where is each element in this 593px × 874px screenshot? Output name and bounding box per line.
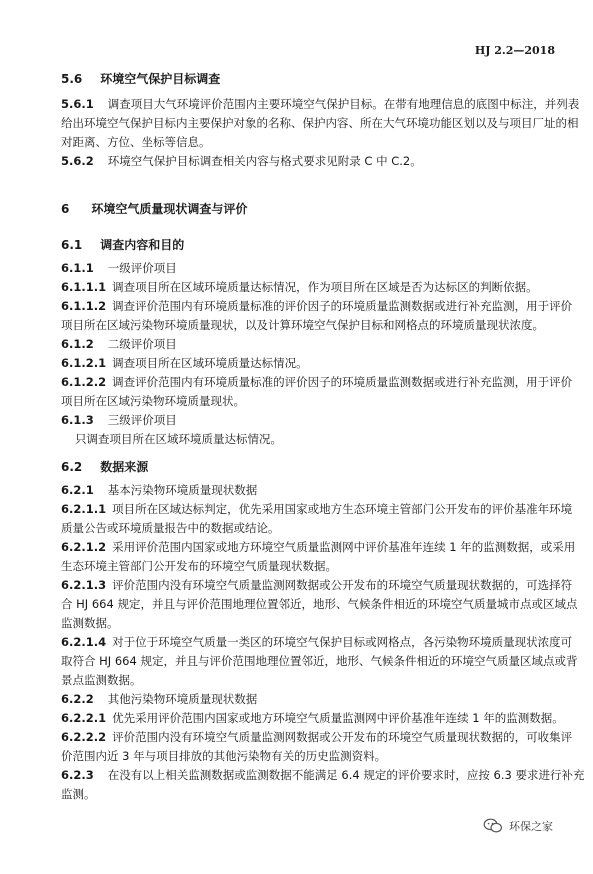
standard-code: HJ 2.2—2018 (474, 44, 555, 57)
clause-6-2-1-4: 6.2.1.4 对于位于环境空气质量一类区的环境空气保护目标或网格点，各污染物环境质量现状浓度可 (61, 635, 573, 649)
clause-6-2-2: 6.2.2 其他污染物环境质量现状数据 (61, 692, 258, 706)
clause-6-1-2: 6.1.2 二级评价项目 (61, 337, 177, 351)
section-6-1-heading: 6.1 调查内容和目的 (61, 238, 185, 252)
clause-6-2-1-4-line2: 取符合 HJ 664 规定，并且与评价范围地理位置邻近，地形、气候条件相近的环境空气质量区域点或背 (61, 654, 578, 668)
clause-6-1-3-text: 只调查项目所在区域环境质量达标情况。 (75, 432, 282, 446)
watermark (483, 818, 553, 834)
section-5-6 (61, 70, 580, 171)
clause-6-2-2-1: 6.2.2.1 优先采用评价范围内国家或地方环境空气质量监测网中评价基准年连续 1 年的监测数据。 (61, 711, 564, 725)
clause-6-1-1-2-line2: 项目所在区域污染物环境质量现状，以及计算环境空气保护目标和网格点的环境质量现状浓度。 (61, 318, 544, 332)
clause-6-1-1: 6.1.1 一级评价项目 (61, 261, 177, 275)
clause-6-2-1-2-line2: 生态环境主管部门公开发布的环境空气质量现状数据。 (61, 559, 337, 573)
clause-6-1-2-1: 6.1.2.1 调查项目所在区域环境质量达标情况。 (61, 356, 308, 370)
clause-6-2-1-4-line3: 景点监测数据。 (61, 673, 142, 687)
clause-5-6-1-line3: 对距离、方位、坐标等信息。 (61, 135, 211, 149)
clause-6-2-1-2: 6.2.1.2 采用评价范围内国家或地方环境空气质量监测网中评价基准年连续 1 年的监测数据，或采用 (61, 540, 576, 554)
clause-6-2-2-2: 6.2.2.2 评价范围内没有环境空气质量监测网数据或公开发布的环境空气质量现状数据的，可收集评 (61, 730, 573, 744)
clause-5-6-1: 5.6.1 调查项目大气环境评价范围内主要环境空气保护目标。在带有地理信息的底图中标注，并列表 (61, 97, 580, 111)
wechat-icon (483, 818, 503, 834)
watermark-text: 环保之家 (509, 820, 553, 833)
clause-6-1-2-2-line2: 项目所在区域污染物环境质量现状。 (61, 394, 245, 408)
clause-6-2-1-1-line2: 质量公告或环境质量报告中的数据或结论。 (61, 521, 280, 535)
clause-6-2-2-2-line2: 价范围内近 3 年与项目排放的其他污染物有关的历史监测资料。 (61, 749, 387, 763)
clause-6-2-1-3-line3: 监测数据。 (61, 616, 119, 630)
section-6 (61, 200, 561, 219)
clause-6-1-3: 6.1.3 三级评价项目 (61, 413, 177, 427)
section-6-heading: 6 环境空气质量现状调查与评价 (61, 202, 248, 216)
section-6-2 (61, 458, 585, 804)
clause-5-6-2: 5.6.2 环境空气保护目标调查相关内容与格式要求见附录 C 中 C.2。 (61, 154, 422, 168)
clause-6-1-1-1: 6.1.1.1 调查项目所在区域环境质量达标情况，作为项目所在区域是否为达标区的判断依据。 (61, 280, 538, 294)
section-6-1 (61, 236, 573, 449)
clause-6-2-1: 6.2.1 基本污染物环境质量现状数据 (61, 483, 258, 497)
clause-6-1-1-2: 6.1.1.2 调查评价范围内有环境质量标准的评价因子的环境质量监测数据或进行补充监测，用于评价 (61, 299, 573, 313)
clause-5-6-1-line2: 给出环境空气保护目标内主要保护对象的名称、保护内容、所在大气环境功能区划以及与项目厂址的相 (61, 116, 579, 130)
clause-6-2-3: 6.2.3 在没有以上相关监测数据或监测数据不能满足 6.4 规定的评价要求时，应按 6.3 要求进行补充 (61, 768, 585, 782)
clause-6-2-1-3-line2: 合 HJ 664 规定，并且与评价范围地理位置邻近，地形、气候条件相近的环境空气质量城市点或区域点 (61, 597, 578, 611)
clause-6-2-1-1: 6.2.1.1 项目所在区域达标判定，优先采用国家或地方生态环境主管部门公开发布的评价基准年环境 (61, 502, 573, 516)
clause-6-1-2-2: 6.1.2.2 调查评价范围内有环境质量标准的评价因子的环境质量监测数据或进行补充监测，用于评价 (61, 375, 573, 389)
clause-6-2-3-line2: 监测。 (61, 787, 96, 801)
section-6-2-heading: 6.2 数据来源 (61, 460, 149, 474)
clause-6-2-1-3: 6.2.1.3 评价范围内没有环境空气质量监测网数据或公开发布的环境空气质量现状数据的，可选择符 (61, 578, 573, 592)
section-5-6-heading: 5.6 环境空气保护目标调查 (61, 72, 221, 86)
